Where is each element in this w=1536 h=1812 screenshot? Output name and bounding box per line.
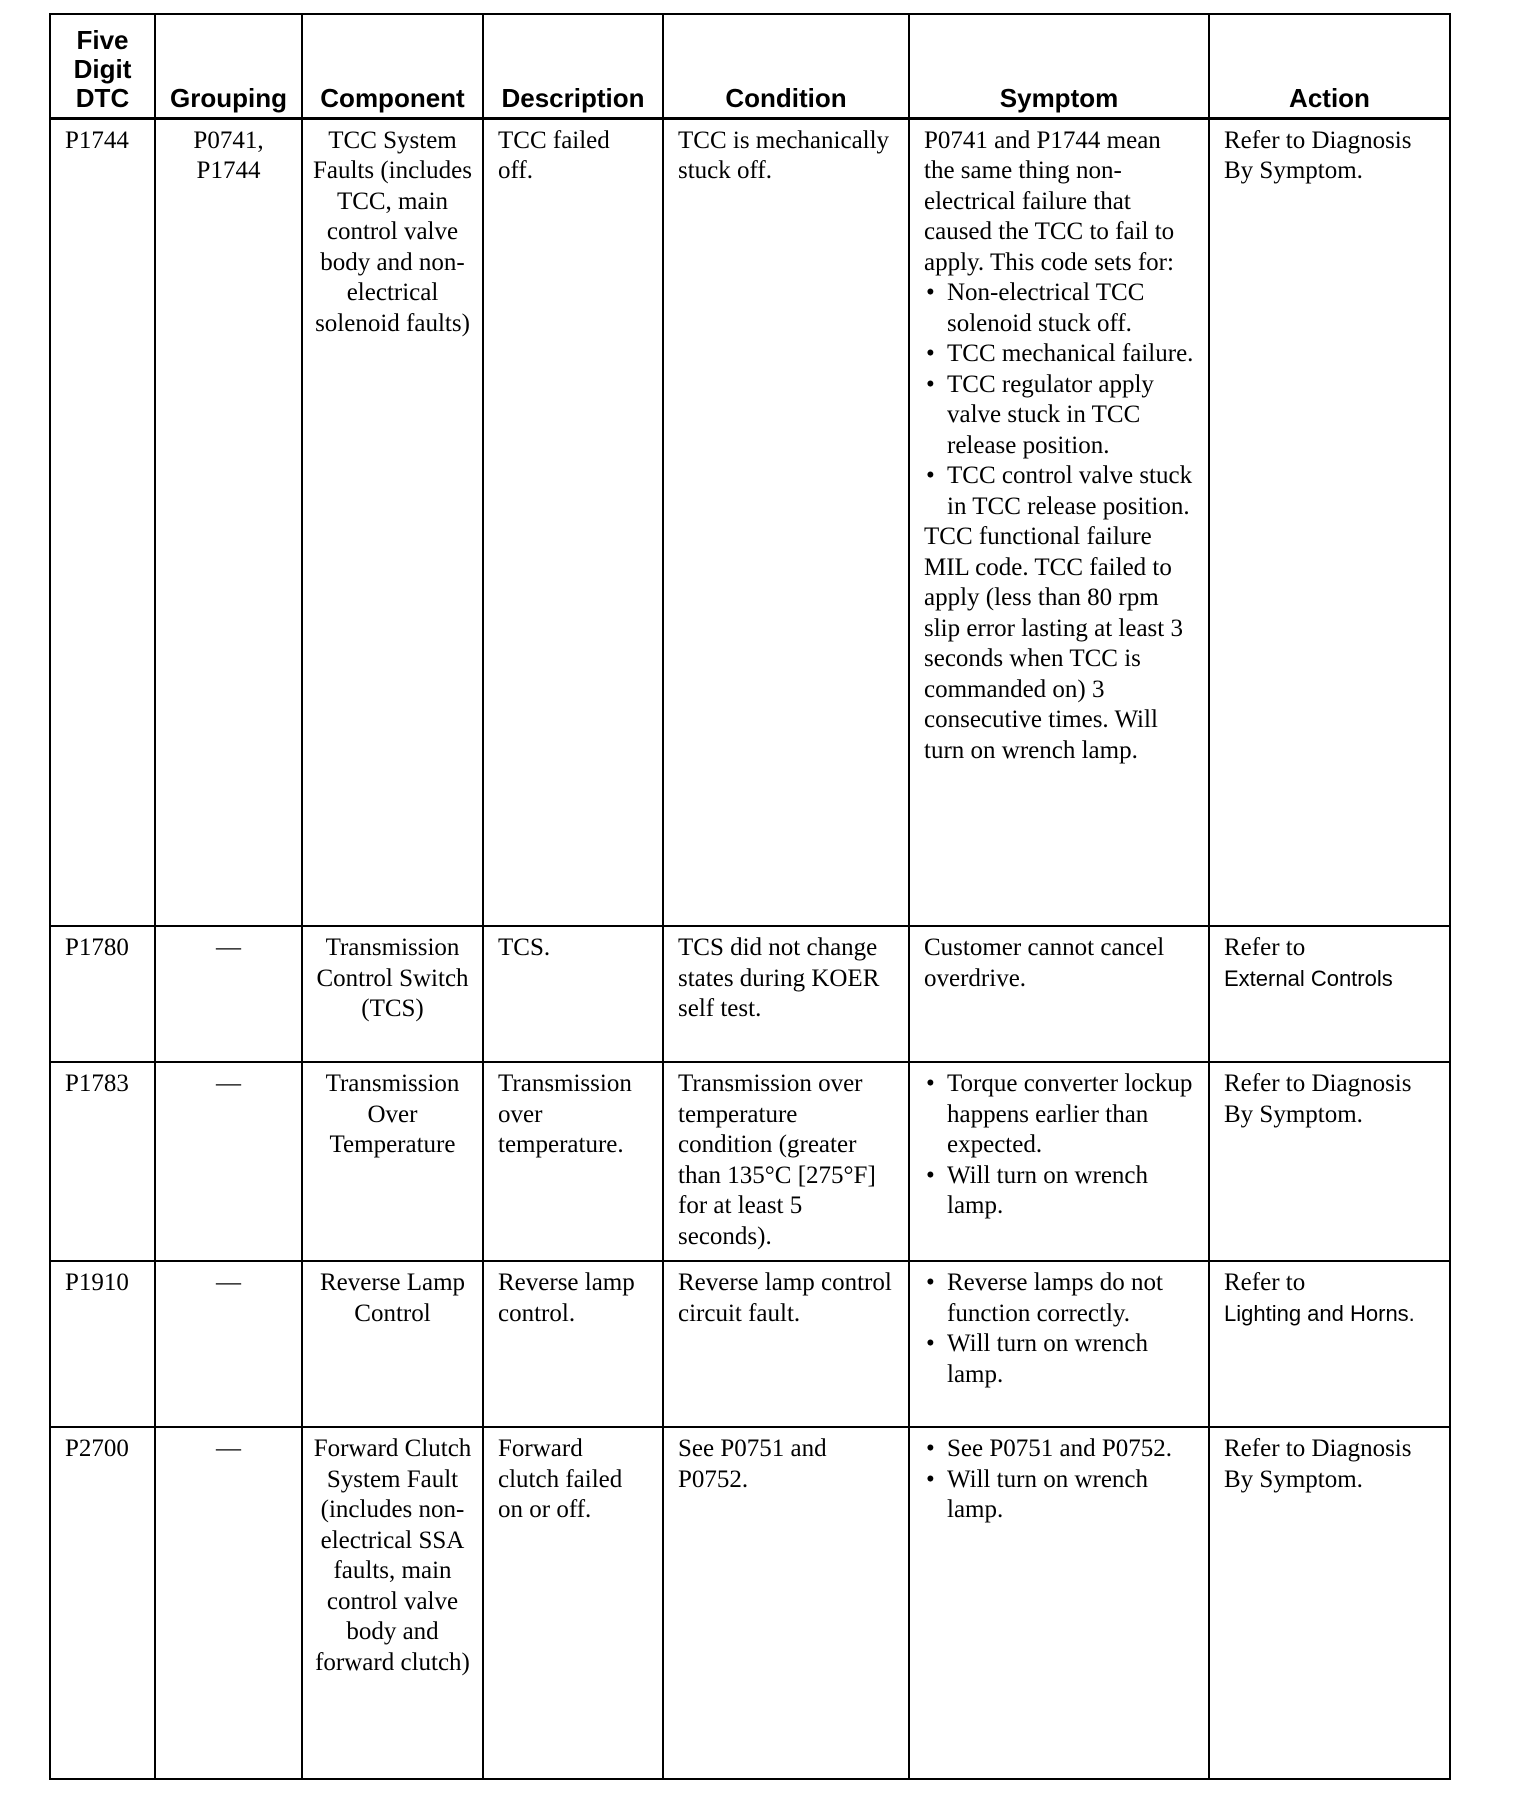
dtc-table: [49, 13, 1451, 1780]
component: Reverse Lamp Control: [302, 1261, 483, 1427]
grouping: —: [155, 926, 302, 1062]
description: Transmission over temperature.: [483, 1062, 663, 1261]
action: [1209, 1427, 1450, 1779]
grouping: —: [155, 1261, 302, 1427]
action: [1209, 1062, 1450, 1261]
list-item: • Non-electrical TCC solenoid stuck off.: [924, 278, 1194, 339]
table-row: [50, 1062, 1450, 1261]
action-link[interactable]: Lighting and Horns.: [1224, 1300, 1415, 1326]
header-description: Description: [483, 14, 663, 118]
dtc-code: P1744: [50, 118, 155, 926]
action-prefix: Refer to: [1224, 934, 1306, 961]
symptom-list: [924, 1434, 1194, 1526]
component: TCC System Faults (includes TCC, main control valve body and non-electrical solenoid faults): [302, 118, 483, 926]
symptom: [909, 1427, 1209, 1779]
action-prefix: Refer to: [1224, 1269, 1306, 1296]
header-condition: Condition: [663, 14, 909, 118]
action-link[interactable]: Diagnosis By Symptom.: [1224, 1435, 1412, 1493]
action-prefix: Refer to: [1224, 1435, 1306, 1462]
grouping: —: [155, 1062, 302, 1261]
symptom-list: [924, 278, 1194, 522]
condition: See P0751 and P0752.: [663, 1427, 909, 1779]
symptom: [909, 926, 1209, 1062]
symptom-list: [924, 1069, 1194, 1222]
dtc-code: P1780: [50, 926, 155, 1062]
action-link[interactable]: Diagnosis By Symptom.: [1224, 126, 1412, 184]
action-link[interactable]: External Controls: [1224, 965, 1393, 991]
table-row: [50, 1427, 1450, 1779]
component: Transmission Control Switch (TCS): [302, 926, 483, 1062]
condition: TCS did not change states during KOER self test.: [663, 926, 909, 1062]
header-dtc: Five Digit DTC: [50, 14, 155, 118]
condition: Transmission over temperature condition (greater than 135°C [275°F] for at least 5 seconds).: [663, 1062, 909, 1261]
table-row: [50, 118, 1450, 926]
table-row: [50, 926, 1450, 1062]
action: [1209, 1261, 1450, 1427]
list-item: • Will turn on wrench lamp.: [924, 1465, 1194, 1526]
list-item: • Will turn on wrench lamp.: [924, 1161, 1194, 1222]
header-symptom: Symptom: [909, 14, 1209, 118]
list-item: • Reverse lamps do not function correctly.: [924, 1268, 1194, 1329]
symptom-intro: Customer cannot cancel overdrive.: [924, 934, 1165, 992]
list-item: • TCC control valve stuck in TCC release position.: [924, 461, 1194, 522]
description: TCS.: [483, 926, 663, 1062]
condition: TCC is mechanically stuck off.: [663, 118, 909, 926]
symptom: [909, 118, 1209, 926]
dtc-code: P1910: [50, 1261, 155, 1427]
header-action: Action: [1209, 14, 1450, 118]
symptom-outro: TCC functional failure MIL code. TCC failed to apply (less than 80 rpm slip error lasting at least 3 seconds when TCC is commanded on) 3 consecutive times. Will turn on wrench lamp.: [924, 523, 1183, 764]
description: TCC failed off.: [483, 118, 663, 926]
action-prefix: Refer to: [1224, 126, 1306, 154]
action: [1209, 926, 1450, 1062]
component: Transmission Over Temperature: [302, 1062, 483, 1261]
symptom: [909, 1062, 1209, 1261]
list-item: • See P0751 and P0752.: [924, 1434, 1194, 1465]
dtc-code: P2700: [50, 1427, 155, 1779]
description: Forward clutch failed on or off.: [483, 1427, 663, 1779]
grouping: P0741, P1744: [155, 118, 302, 926]
symptom: [909, 1261, 1209, 1427]
list-item: • TCC regulator apply valve stuck in TCC release position.: [924, 370, 1194, 462]
component: Forward Clutch System Fault (includes non-electrical SSA faults, main control valve body and forward clutch): [302, 1427, 483, 1779]
description: Reverse lamp control.: [483, 1261, 663, 1427]
action: [1209, 118, 1450, 926]
header-component: Component: [302, 14, 483, 118]
list-item: • Will turn on wrench lamp.: [924, 1329, 1194, 1390]
symptom-list: [924, 1268, 1194, 1390]
action-prefix: Refer to: [1224, 1070, 1306, 1097]
grouping: —: [155, 1427, 302, 1779]
symptom-intro: P0741 and P1744 mean the same thing non-electrical failure that caused the TCC to fail to apply. This code sets for:: [924, 126, 1175, 276]
header-row: [50, 14, 1450, 118]
dtc-code: P1783: [50, 1062, 155, 1261]
table-row: [50, 1261, 1450, 1427]
list-item: • Torque converter lockup happens earlier than expected.: [924, 1069, 1194, 1161]
list-item: • TCC mechanical failure.: [924, 339, 1194, 370]
action-link[interactable]: Diagnosis By Symptom.: [1224, 1070, 1412, 1128]
header-grouping: Grouping: [155, 14, 302, 118]
condition: Reverse lamp control circuit fault.: [663, 1261, 909, 1427]
